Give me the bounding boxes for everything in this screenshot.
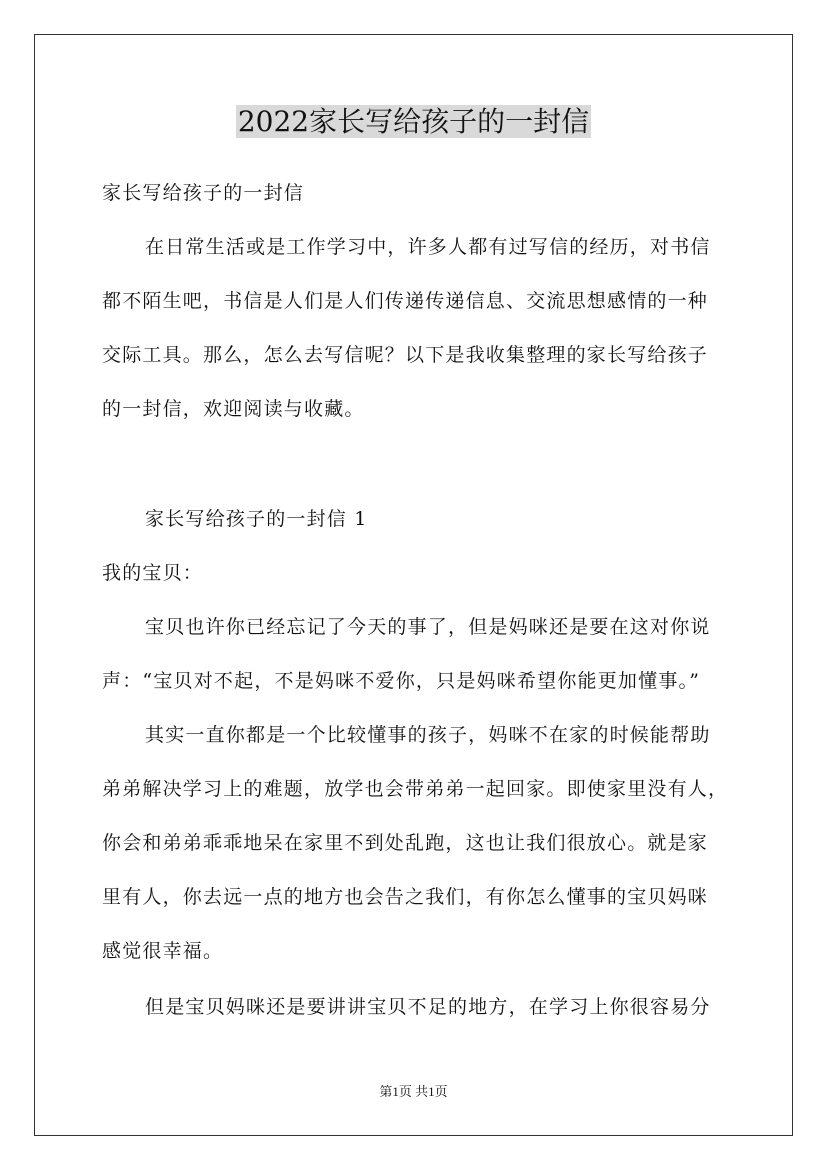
document-title	[0, 102, 827, 142]
body-line: 你会和弟弟乖乖地呆在家里不到处乱跑，这也让我们很放心。就是家	[102, 832, 709, 854]
body-line: 宝贝也许你已经忘记了今天的事了，但是妈咪还是要在这对你说	[145, 616, 711, 638]
section-heading: 家长写给孩子的一封信 1	[145, 508, 368, 530]
body-line: 里有人，你去远一点的地方也会告之我们，有你怎么懂事的宝贝妈咪	[102, 886, 709, 908]
body-line: 声：“宝贝对不起，不是妈咪不爱你，只是妈咪希望你能更加懂事。”	[102, 670, 701, 692]
body-line: 都不陌生吧，书信是人们是人们传递传递信息、交流思想感情的一种	[102, 290, 709, 312]
document-title-text: 2022家长写给孩子的一封信	[237, 105, 590, 138]
subtitle-line: 家长写给孩子的一封信	[102, 182, 305, 204]
body-line: 的一封信，欢迎阅读与收藏。	[102, 398, 365, 420]
salutation-line: 我的宝贝：	[102, 562, 204, 584]
body-line: 在日常生活或是工作学习中，许多人都有过写信的经历，对书信	[145, 236, 711, 258]
body-line: 其实一直你都是一个比较懂事的孩子，妈咪不在家的时候能帮助	[145, 724, 711, 746]
body-line: 交际工具。那么，怎么去写信呢？以下是我收集整理的家长写给孩子	[102, 344, 709, 366]
body-line: 感觉很幸福。	[102, 940, 224, 962]
body-line: 弟弟解决学习上的难题，放学也会带弟弟一起回家。即使家里没有人，	[102, 778, 729, 800]
page-footer: 第1页 共1页	[379, 1084, 448, 1099]
body-line: 但是宝贝妈咪还是要讲讲宝贝不足的地方，在学习上你很容易分	[145, 996, 711, 1018]
